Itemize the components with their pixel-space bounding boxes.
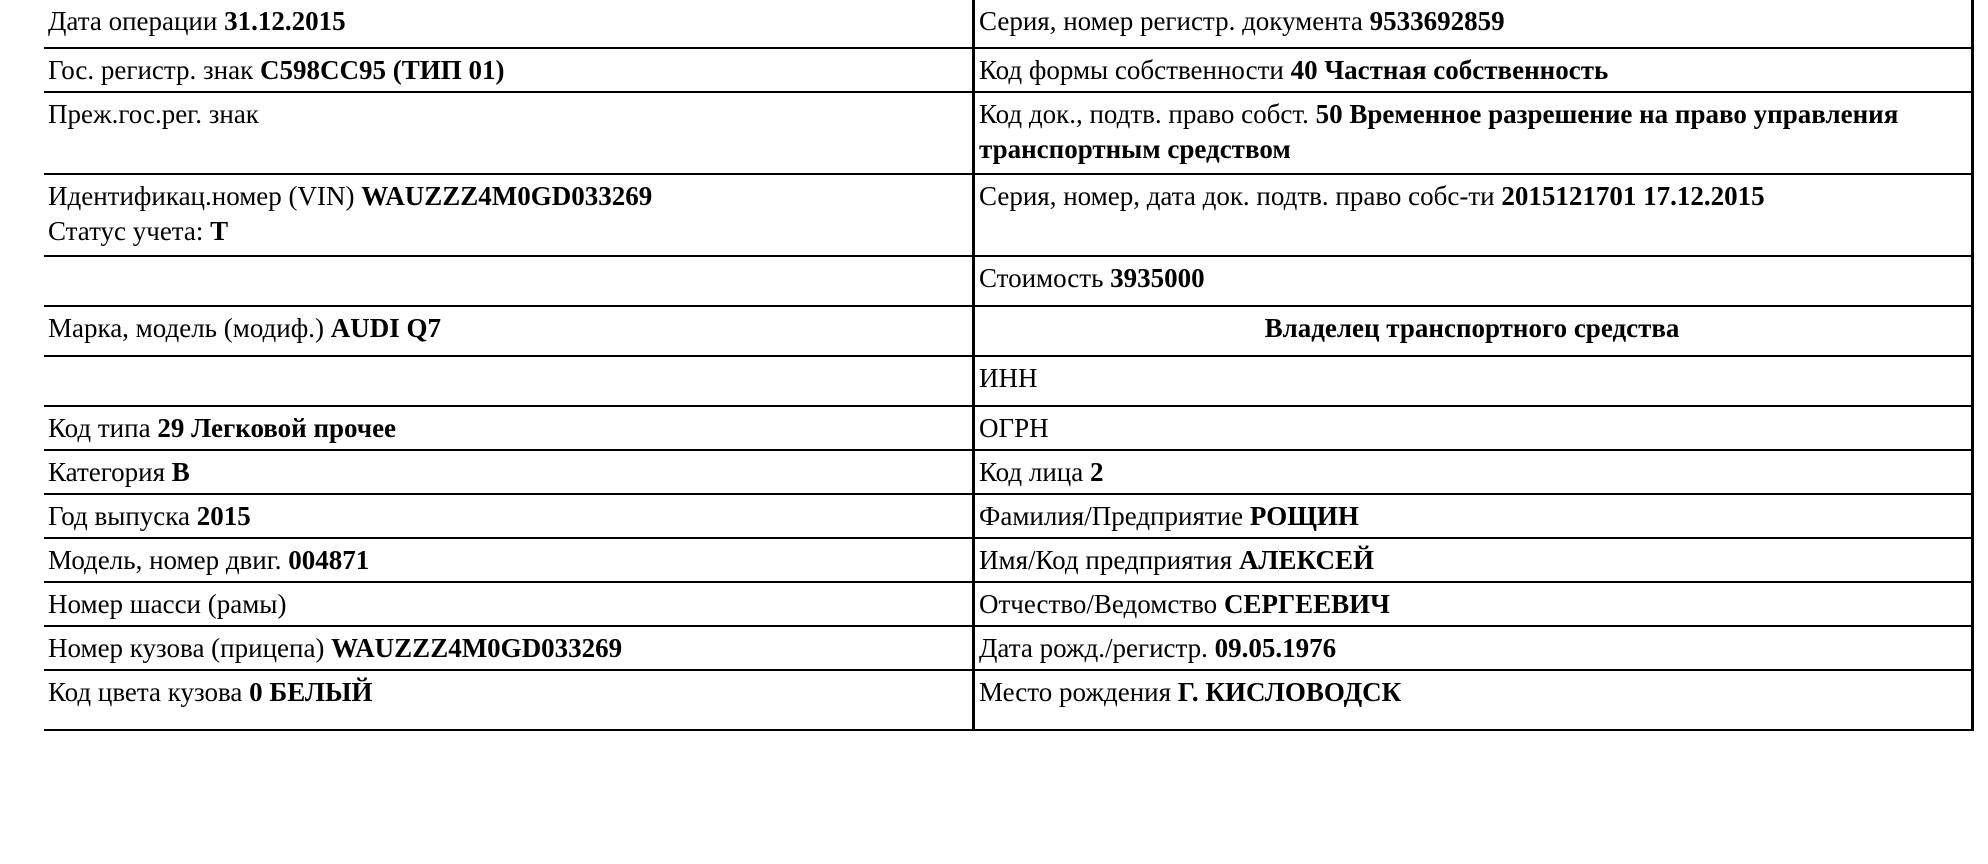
- cell-value: Т: [210, 216, 229, 246]
- cell-engine-number: [44, 538, 974, 582]
- cell-type-code: [44, 406, 974, 450]
- owner-section-heading: Владелец транспортного средства: [1264, 313, 1680, 343]
- cell-value: WAUZZZ4M0GD033269: [361, 181, 653, 211]
- table-row: [44, 306, 1973, 356]
- table-row: [44, 406, 1973, 450]
- cell-value: WAUZZZ4M0GD033269: [331, 633, 623, 663]
- cell-label: Статус учета:: [48, 216, 211, 246]
- cell-value: 31.12.2015: [224, 6, 346, 36]
- cell-value: СЕРГЕЕВИЧ: [1223, 589, 1390, 619]
- cell-make-model: [44, 306, 974, 356]
- cell-ownership-document-code: [974, 92, 1973, 174]
- cell-value: 40 Частная собственность: [1290, 55, 1609, 85]
- cell-value: 2015121701 17.12.2015: [1501, 181, 1765, 211]
- table-row: [44, 174, 1973, 256]
- cell-label: Серия, номер регистр. документа: [979, 6, 1370, 36]
- cell-label: Код док., подтв. право собст.: [979, 99, 1316, 129]
- cell-label: Модель, номер двиг.: [48, 545, 289, 575]
- cell-label: Номер шасси (рамы): [48, 589, 287, 619]
- cell-value: 2015: [196, 501, 251, 531]
- cell-ownership-document-number: [974, 174, 1973, 256]
- table-row: [44, 48, 1973, 92]
- table-row: [44, 494, 1973, 538]
- cell-label: Отчество/Ведомство: [979, 589, 1224, 619]
- cell-label: Марка, модель (модиф.): [48, 313, 331, 343]
- cell-plate-number: [44, 48, 974, 92]
- cell-body-color: [44, 670, 974, 730]
- cell-label: Гос. регистр. знак: [48, 55, 260, 85]
- cell-label: Место рождения: [979, 677, 1178, 707]
- vehicle-owner-table: [44, 0, 1974, 731]
- cell-ownership-form: [974, 48, 1973, 92]
- cell-label: Код цвета кузова: [48, 677, 250, 707]
- cell-ogrn: [974, 406, 1973, 450]
- cell-owner-heading: [974, 306, 1973, 356]
- cell-label: Стоимость: [979, 263, 1111, 293]
- table-row: [44, 538, 1973, 582]
- cell-surname: [974, 494, 1973, 538]
- cell-value: B: [171, 457, 190, 487]
- cell-previous-plate: [44, 92, 974, 174]
- cell-label: Код лица: [979, 457, 1090, 487]
- cell-label: Код формы собственности: [979, 55, 1291, 85]
- registration-record: [44, 0, 1974, 864]
- cell-empty: [44, 356, 974, 406]
- table-row: [44, 0, 1973, 48]
- cell-label: Дата рожд./регистр.: [979, 633, 1215, 663]
- cell-category: [44, 450, 974, 494]
- cell-label: Идентификац.номер (VIN): [48, 181, 362, 211]
- cell-value: AUDI Q7: [330, 313, 441, 343]
- table-row: [44, 92, 1973, 174]
- cell-label: Преж.гос.рег. знак: [48, 99, 259, 129]
- cell-year: [44, 494, 974, 538]
- cell-label: Имя/Код предприятия: [979, 545, 1239, 575]
- cell-empty: [44, 256, 974, 306]
- cell-inn: [974, 356, 1973, 406]
- cell-value: 50 Временное разрешение на право управления транспортным средством: [979, 99, 1899, 164]
- cell-value: 004871: [288, 545, 370, 575]
- table-row: [44, 670, 1973, 730]
- cell-label: Фамилия/Предприятие: [979, 501, 1250, 531]
- cell-label: Год выпуска: [48, 501, 197, 531]
- cell-cost: [974, 256, 1973, 306]
- cell-operation-date: [44, 0, 974, 48]
- table-row: [44, 450, 1973, 494]
- table-row: [44, 356, 1973, 406]
- cell-label: Серия, номер, дата док. подтв. право собс-ти: [979, 181, 1502, 211]
- cell-value: 0 БЕЛЫЙ: [249, 677, 373, 707]
- cell-value: АЛЕКСЕЙ: [1238, 545, 1374, 575]
- table-row: [44, 582, 1973, 626]
- cell-value: С598СС95 (ТИП 01): [259, 55, 505, 85]
- cell-label: ОГРН: [979, 413, 1049, 443]
- cell-birth-place: [974, 670, 1973, 730]
- cell-label: Дата операции: [48, 6, 225, 36]
- cell-chassis-number: [44, 582, 974, 626]
- cell-value: РОЩИН: [1249, 501, 1359, 531]
- cell-body-number: [44, 626, 974, 670]
- cell-registration-document: [974, 0, 1973, 48]
- cell-label: ИНН: [979, 363, 1038, 393]
- cell-value: 29 Легковой прочее: [157, 413, 397, 443]
- cell-value: 3935000: [1110, 263, 1205, 293]
- cell-first-name: [974, 538, 1973, 582]
- cell-value: 09.05.1976: [1214, 633, 1337, 663]
- cell-value: Г. КИСЛОВОДСК: [1177, 677, 1402, 707]
- cell-vin: [44, 174, 974, 256]
- cell-value: 9533692859: [1369, 6, 1505, 36]
- table-row: [44, 256, 1973, 306]
- cell-label: Категория: [48, 457, 172, 487]
- cell-person-code: [974, 450, 1973, 494]
- cell-patronymic: [974, 582, 1973, 626]
- cell-value: 2: [1089, 457, 1104, 487]
- cell-label: Код типа: [48, 413, 158, 443]
- table-row: [44, 626, 1973, 670]
- cell-birth-date: [974, 626, 1973, 670]
- cell-label: Номер кузова (прицепа): [48, 633, 332, 663]
